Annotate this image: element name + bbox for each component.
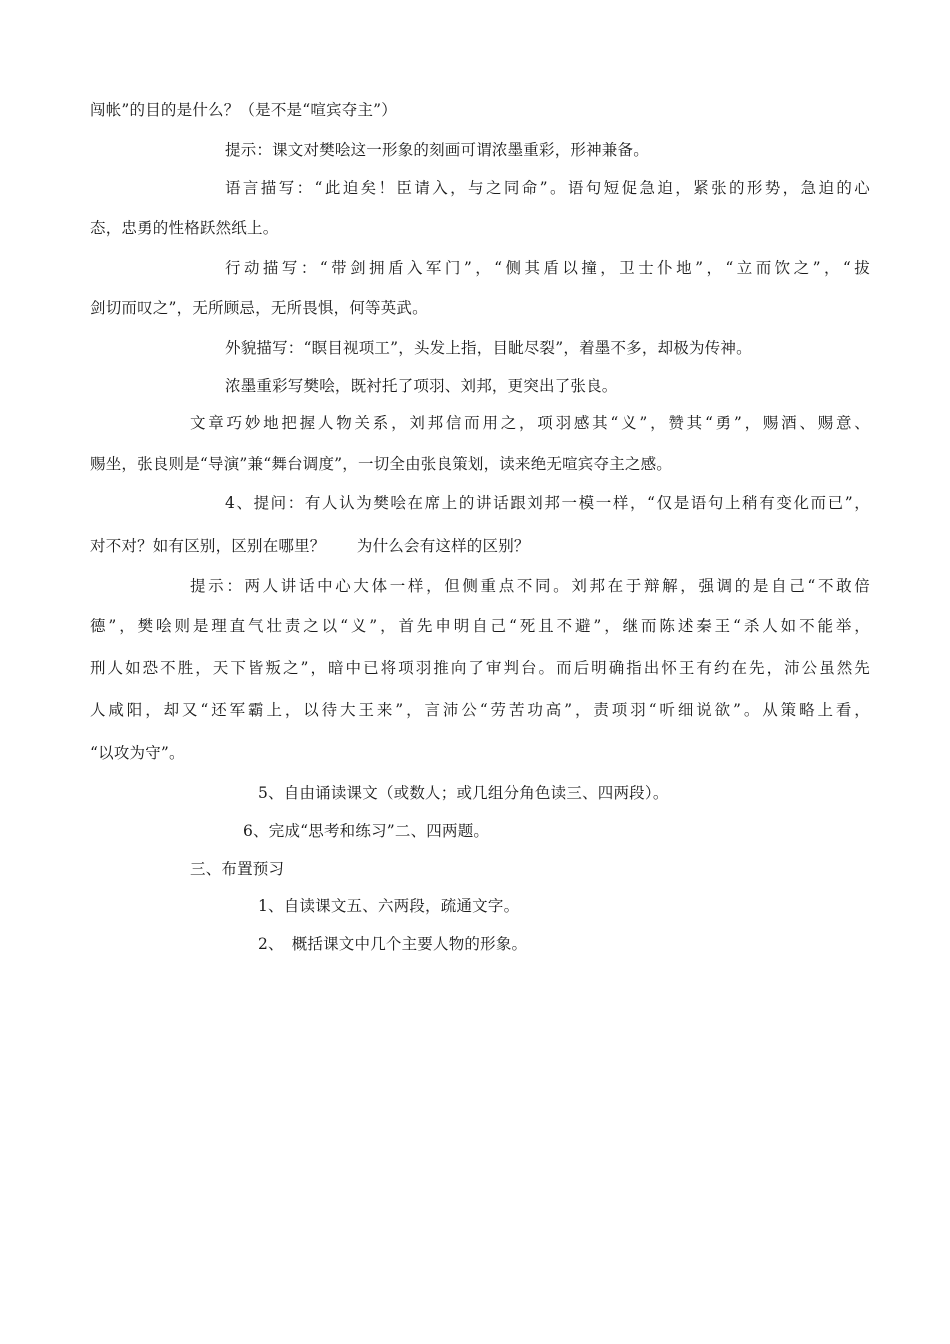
text-line-7: 外貌描写：“瞑目视项工”，头发上指，目眦尽裂”，着墨不多，却极为传神。	[225, 339, 752, 357]
text-line-8: 浓墨重彩写樊哙，既衬托了项羽、刘邦，更突出了张良。	[225, 377, 618, 395]
text-line-3: 语言描写：“此迫矣！臣请入，与之同命”。语句短促急迫，紧张的形势，急迫的心	[225, 179, 870, 197]
text-line-9: 文章巧妙地把握人物关系，刘邦信而用之，项羽感其“义”，赞其“勇”，赐酒、赐意、	[190, 414, 870, 432]
section-heading-preview: 三、布置预习	[190, 860, 285, 878]
text-line-13: 提示：两人讲话中心大体一样，但侧重点不同。刘邦在于辩解，强调的是自己“不敢倍	[190, 577, 870, 595]
text-line-11: 4、提问：有人认为樊哙在席上的讲话跟刘邦一模一样，“仅是语句上稍有变化而已”，	[225, 494, 870, 512]
text-line-17: “以攻为守”。	[90, 744, 185, 762]
text-line-18: 5、自由诵读课文（或数人；或几组分角色读三、四两段）。	[258, 784, 669, 802]
text-line-16: 人咸阳，却又“还军霸上，以待大王来”，言沛公“劳苦功高”，责项羽“听细说欲”。从策略上看，	[90, 701, 870, 719]
text-line-1: 闯帐”的目的是什么？（是不是“喧宾夺主”）	[90, 101, 397, 119]
text-line-22: 2、 概括课文中几个主要人物的形象。	[258, 935, 528, 953]
text-line-15: 刑人如恐不胜，天下皆叛之”，暗中已将项羽推向了审判台。而后明确指出怀王有约在先，沛公虽然先	[90, 659, 870, 677]
text-line-14: 德”，樊哙则是理直气壮责之以“义”，首先申明自己“死且不避”，继而陈述秦王“杀人如不能举，	[90, 617, 870, 635]
text-line-6: 剑切而叹之”，无所顾忌，无所畏惧，何等英武。	[90, 299, 428, 317]
text-line-12: 对不对？如有区别，区别在哪里？ 为什么会有这样的区别？	[90, 537, 530, 555]
text-line-2: 提示：课文对樊哙这一形象的刻画可谓浓墨重彩，形神兼备。	[225, 141, 649, 159]
text-line-19: 6、完成“思考和练习”二、四两题。	[243, 822, 490, 840]
text-line-5: 行动描写：“带剑拥盾入军门”，“侧其盾以撞，卫士仆地”，“立而饮之”，“拔	[225, 259, 870, 277]
text-line-21: 1、自读课文五、六两段，疏通文字。	[258, 897, 520, 915]
text-line-4: 态，忠勇的性格跃然纸上。	[90, 219, 279, 237]
text-line-10: 赐坐，张良则是“导演”兼“舞台调度”，一切全由张良策划，读来绝无喧宾夺主之感。	[90, 455, 672, 473]
